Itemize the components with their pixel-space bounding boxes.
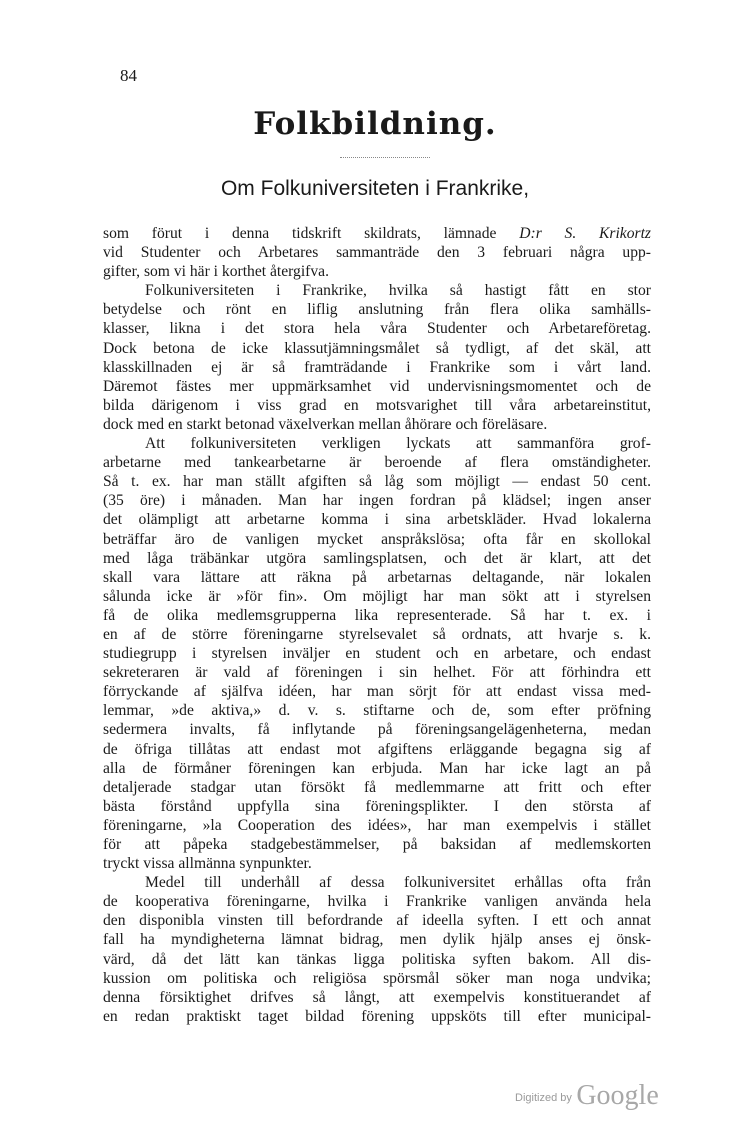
text-line: beträffar äro de vanligen mycket anspråkslösa; ofta får en skollokal [103, 530, 651, 548]
text-line [103, 224, 651, 243]
text-line: föreningarne, »la Cooperation des idées», har man exempelvis i stället [103, 816, 651, 834]
article-title: Om Folkuniversiteten i Frankrike, [220, 177, 530, 200]
text-line: fall ha myndigheterna lämnat bidrag, men dylik hjälp anses ej önsk- [103, 931, 651, 949]
text-line: förryckande af själfva idéen, har man sörjt för att endast vissa med- [103, 683, 651, 701]
watermark-prefix: Digitized by [515, 1092, 572, 1104]
text-line: det olämpligt att arbetarne komma i sina arbetskläder. Hvad lokalerna [103, 511, 651, 529]
text-line: sekreteraren är vald af föreningen i sin helhet. För att förhindra ett [103, 664, 651, 682]
author-name: D:r S. Krikortz [519, 225, 651, 242]
text-line: värd, då det lätt kan tänkas ligga politiska syften bakom. All dis- [103, 950, 651, 968]
text-line: skall vara lättare att räkna på arbetarnas deltagande, när lokalen [103, 568, 651, 586]
digitized-by-watermark [515, 1080, 659, 1112]
body-text [103, 224, 651, 1026]
text-line: en af de större föreningarne styrelsevalet så ordnats, att hvarje s. k. [103, 625, 651, 643]
text-line: sedermera invalts, få inflytande på föreningsangelägenheterna, medan [103, 721, 651, 739]
text-segment: som förut i denna tidskrift skildrats, lämnade [103, 225, 520, 242]
text-line: de kooperativa föreningarne, hvilka i Frankrike vanligen använda hela [103, 893, 651, 911]
text-line: med låga träbänkar utgöra samlingsplatsen, och det är klart, att det [103, 549, 651, 567]
text-line: Däremot fästes mer uppmärksamhet vid undervisningsmomentet och de [103, 377, 651, 395]
section-title: Folkbildning. [253, 106, 497, 142]
text-line: klasser, likna i det stora hela våra Studenter och Arbetareföretag. [103, 320, 651, 338]
text-line: den disponibla vinsten till befordrande af ideella syften. I ett och annat [103, 912, 651, 930]
text-line: Dock betona de icke klassutjämningsmålet så tydligt, af det skäl, att [103, 339, 651, 357]
text-line: alla de förmåner föreningen kan erbjuda. Man har icke lagt an på [103, 759, 651, 777]
text-line: för att påpeka stadgebestämmelser, på baksidan af medlemskorten [103, 836, 651, 853]
text-line: (35 öre) i månaden. Man har ingen fordran på klädsel; ingen anser [103, 492, 651, 510]
text-line: lemmar, »de aktiva,» d. v. s. stiftarne och de, som efter pröfning [103, 702, 651, 720]
text-line: detaljerade stadgar utan försökt få medlemmarne att fritt och efter [103, 778, 651, 796]
text-line: tryckt vissa allmänna synpunkter. [103, 855, 312, 873]
text-line: få de olika medlemsgrupperna lika representerade. Så har t. ex. i [103, 606, 651, 624]
text-line: sålunda icke är »för fin». Om möjligt har man sökt att i styrelsen [103, 587, 651, 605]
text-line: en redan praktiskt taget bildad förening uppsköts till efter municipal- [103, 1007, 651, 1025]
text-line: denna försiktighet drifves så långt, att exempelvis konstituerandet af [103, 988, 651, 1006]
google-logo: Google [576, 1080, 659, 1111]
text-line: Att folkuniversiteten verkligen lyckats att sammanföra grof- [145, 435, 651, 453]
text-line: kussion om politiska och religiösa spörsmål söker man noga undvika; [103, 969, 651, 987]
page-number: 84 [120, 66, 137, 85]
text-line: Så t. ex. har man ställt afgiften så låg som möjligt — endast 50 cent. [103, 473, 651, 491]
text-line: Folkuniversiteten i Frankrike, hvilka så hastigt fått en stor [145, 282, 651, 300]
title-divider [340, 157, 430, 158]
text-line: vid Studenter och Arbetares sammanträde den 3 februari några upp- [103, 244, 651, 262]
text-line: Medel till underhåll af dessa folkuniversitet erhållas ofta från [145, 874, 651, 892]
text-line: arbetarne med tankearbetarne är beroende af flera omständigheter. [103, 454, 651, 472]
text-line: bästa förstånd uppfylla sina föreningsplikter. I den största af [103, 797, 651, 815]
text-line: klasskillnaden ej är så framträdande i Frankrike som i vårt land. [103, 358, 651, 376]
text-line: de öfriga tillåtas att endast mot afgiftens erläggande begagna sig af [103, 740, 651, 758]
text-line: gifter, som vi här i korthet återgifva. [103, 263, 329, 281]
text-line: dock med en starkt betonad växelverkan mellan åhörare och föreläsare. [103, 415, 548, 433]
text-line: studiegrupp i styrelsen inväljer en student och en arbetare, och endast [103, 645, 651, 663]
text-line: betydelse och rönt en liflig anslutning från flera olika samhälls- [103, 301, 651, 319]
text-line: bilda därigenom i viss grad en motsvarighet till våra arbetareinstitut, [103, 396, 651, 414]
